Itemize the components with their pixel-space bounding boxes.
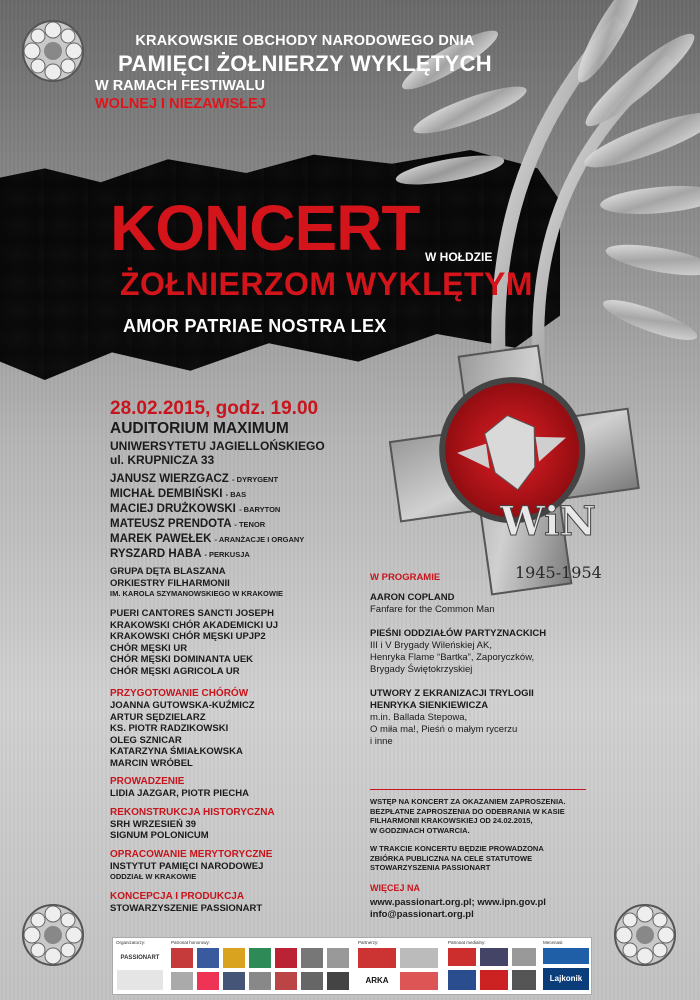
notice-line: W TRAKCIE KONCERTU BĘDZIE PROWADZONA xyxy=(370,844,544,853)
sponsor-logo xyxy=(223,972,245,990)
sponsor-logo xyxy=(223,948,245,968)
sponsor-logo xyxy=(400,972,438,990)
choir-prep-name: KATARZYNA ŚMIAŁKOWSKA xyxy=(110,746,243,757)
media-logo xyxy=(448,970,476,990)
event-venue-line-2: UNIWERSYTETU JAGIELLOŃSKIEGO xyxy=(110,439,325,453)
reenactment-heading: REKONSTRUKCJA HISTORYCZNA xyxy=(110,806,275,818)
sponsor-logo xyxy=(249,972,271,990)
lajkonik-logo: Lajkonik xyxy=(543,968,589,990)
sponsor-logo xyxy=(197,972,219,990)
program-heading: W PROGRAMIE xyxy=(370,572,441,583)
header-line-1: KRAKOWSKIE OBCHODY NARODOWEGO DNIA xyxy=(135,33,475,49)
sponsor-logo xyxy=(358,948,396,968)
program-item-line: Fanfare for the Common Man xyxy=(370,604,495,615)
media-logo xyxy=(512,948,536,966)
event-venue: AUDITORIUM MAXIMUM xyxy=(110,420,289,437)
ensemble-item: CHÓR MĘSKI AGRICOLA UR xyxy=(110,665,240,677)
ensembles-group-2 xyxy=(110,608,278,677)
sponsor-logo xyxy=(197,948,219,968)
performer-row: MATEUSZ PRENDOTA - TENOR xyxy=(110,518,266,530)
performers-list xyxy=(110,473,304,563)
performer-name: RYSZARD HABA xyxy=(110,548,202,560)
program-item-line: Brygady Świętokrzyskiej xyxy=(370,664,473,675)
rosette-ornament-top-left xyxy=(20,18,86,84)
substantive-heading: OPRACOWANIE MERYTORYCZNE xyxy=(110,848,273,860)
program-item-title: HENRYKA SIENKIEWICZA xyxy=(370,700,489,711)
notice-line: STOWARZYSZENIA PASSIONART xyxy=(370,863,491,872)
program-item-title: UTWORY Z EKRANIZACJI TRYLOGII xyxy=(370,688,534,699)
program-item-title: PIEŚNI ODDZIAŁÓW PARTYZNACKICH xyxy=(370,628,547,639)
dedication-label: W HOŁDZIE xyxy=(425,250,493,264)
choir-prep-heading: PRZYGOTOWANIE CHÓRÓW xyxy=(110,688,249,699)
choir-prep-name: JOANNA GUTOWSKA-KUŹMICZ xyxy=(110,700,255,711)
notice-line: BEZPŁATNE ZAPROSZENIA DO ODEBRANIA W KASIE xyxy=(370,806,565,816)
sponsors-label: Mecenasi: xyxy=(543,940,564,945)
event-date: 28.02.2015, godz. 19.00 xyxy=(110,398,319,419)
performer-name: JANUSZ WIERZGACZ xyxy=(110,473,229,485)
ensemble-item: PUERI CANTORES SANCTI JOSEPH xyxy=(110,608,274,619)
sponsor-logo xyxy=(327,972,349,990)
choir-prep-name: OLEG SZNICAR xyxy=(110,734,182,746)
ensemble-item: GRUPA DĘTA BLASZANA xyxy=(110,566,226,577)
sponsor-logo xyxy=(327,948,349,968)
substantive-org: INSTYTUT PAMIĘCI NARODOWEJ xyxy=(110,860,264,872)
hosts-heading: PROWADZENIE xyxy=(110,776,185,787)
partners-label: Partnerzy: xyxy=(358,940,379,945)
performer-row: RYSZARD HABA - PERKUSJA xyxy=(110,548,250,560)
admission-notice xyxy=(370,797,615,873)
sponsors-strip xyxy=(112,937,592,995)
event-address: ul. KRUPNICZA 33 xyxy=(110,453,215,467)
ensemble-item: KRAKOWSKI CHÓR MĘSKI UPJP2 xyxy=(110,631,266,642)
performer-row: MACIEJ DRUŻKOWSKI - BARYTON xyxy=(110,503,281,515)
substantive-branch: ODDZIAŁ W KRAKOWIE xyxy=(110,872,197,881)
header-line-3: W RAMACH FESTIWALU xyxy=(95,77,265,94)
arka-logo: ARKA xyxy=(358,972,396,990)
performer-role: DYRYGENT xyxy=(236,475,279,484)
performer-name: MICHAŁ DEMBIŃSKI xyxy=(110,488,223,500)
websites-link[interactable]: www.passionart.org.pl; www.ipn.gov.pl xyxy=(370,897,546,908)
emblem-years: 1945-1954 xyxy=(515,563,602,582)
sponsor-logo xyxy=(301,948,323,968)
program-item-line: i inne xyxy=(370,736,393,747)
performer-row: MICHAŁ DEMBIŃSKI - BAS xyxy=(110,488,247,500)
media-logo xyxy=(512,970,536,990)
program-item-line: Henryka Flame “Bartka”, Zaporyczków, xyxy=(370,652,535,663)
organizers-label: Organizatorzy: xyxy=(116,940,146,945)
production-org: STOWARZYSZENIE PASSIONART xyxy=(110,902,263,914)
media-logo xyxy=(480,948,508,966)
hosts-names: LIDIA JAZGAR, PIOTR PIECHA xyxy=(110,788,249,799)
motto: AMOR PATRIAE NOSTRA LEX xyxy=(123,316,387,336)
ensemble-item: ORKIESTRY FILHARMONII xyxy=(110,577,230,589)
performer-role: TENOR xyxy=(238,520,266,529)
rosette-ornament-bottom-right xyxy=(612,902,678,968)
sponsor-logo xyxy=(400,948,438,968)
program-item-line: III i V Brygady Wileńskiej AK, xyxy=(370,640,492,651)
credits-section xyxy=(110,688,360,914)
performer-role: BARYTON xyxy=(243,505,281,514)
program-item-line: m.in. Ballada Stepowa, xyxy=(370,712,468,723)
header-line-2: PAMIĘCI ŻOŁNIERZY WYKLĘTYCH xyxy=(118,50,492,76)
performer-role: PERKUSJA xyxy=(208,550,250,559)
media-label: Patronat medialny: xyxy=(448,940,486,945)
page-title: KONCERT xyxy=(110,192,420,264)
more-info xyxy=(370,883,546,921)
ensemble-item: IM. KAROLA SZYMANOWSKIEGO W KRAKOWIE xyxy=(110,589,284,598)
program-item-line: O miła ma!, Pieśń o małym rycerzu xyxy=(370,724,518,735)
performer-role: ARANŻACJE I ORGANY xyxy=(218,535,305,544)
ensemble-item: CHÓR MĘSKI UR xyxy=(110,642,188,654)
email-link[interactable]: info@passionart.org.pl xyxy=(370,909,474,920)
program-item-title: AARON COPLAND xyxy=(370,592,455,603)
ipn-logo xyxy=(117,970,163,990)
performer-name: MACIEJ DRUŻKOWSKI xyxy=(110,503,236,515)
program-section xyxy=(370,572,610,748)
performer-name: MAREK PAWEŁEK xyxy=(110,533,212,545)
reenactment-group: SIGNUM POLONICUM xyxy=(110,830,209,841)
sponsor-logo xyxy=(171,948,193,968)
sponsor-logo xyxy=(301,972,323,990)
header-line-4: WOLNEJ I NIEZAWISŁEJ xyxy=(95,96,266,112)
win-cross-emblem xyxy=(380,340,650,600)
more-info-heading: WIĘCEJ NA xyxy=(370,883,421,893)
choir-prep-name: MARCIN WRÓBEL xyxy=(110,757,193,769)
reenactment-group: SRH WRZESIEŃ 39 xyxy=(110,818,197,830)
sponsor-logo xyxy=(275,948,297,968)
sponsor-logo xyxy=(171,972,193,990)
notice-line: WSTĘP NA KONCERT ZA OKAZANIEM ZAPROSZENIA. xyxy=(370,797,566,806)
sponsor-logo xyxy=(275,972,297,990)
notice-line: FILHARMONII KRAKOWSKIEJ OD 24.02.2015, xyxy=(370,816,533,825)
passionart-logo: PASSIONART xyxy=(117,950,163,966)
ensembles-group-1 xyxy=(110,566,283,601)
performer-row: MAREK PAWEŁEK - ARANŻACJE I ORGANY xyxy=(110,533,305,545)
media-logo xyxy=(480,970,508,990)
media-logo xyxy=(448,948,476,966)
divider xyxy=(370,789,586,790)
choir-prep-name: ARTUR SĘDZIELARZ xyxy=(110,711,206,723)
honorary-label: Patronat honorowy: xyxy=(171,940,211,945)
notice-line: W GODZINACH OTWARCIA. xyxy=(370,825,470,835)
sponsor-logo xyxy=(543,948,589,964)
performer-row: JANUSZ WIERZGACZ - DYRYGENT xyxy=(110,473,279,485)
emblem-letters: WiN xyxy=(500,498,596,545)
production-heading: KONCEPCJA I PRODUKCJA xyxy=(110,890,245,902)
performer-name: MATEUSZ PRENDOTA xyxy=(110,518,232,530)
notice-line: ZBIÓRKA PUBLICZNA NA CELE STATUTOWE xyxy=(370,853,533,863)
choir-prep-name: KS. PIOTR RADZIKOWSKI xyxy=(110,723,229,734)
ensemble-item: KRAKOWSKI CHÓR AKADEMICKI UJ xyxy=(110,619,279,631)
header-block xyxy=(95,34,515,112)
sponsor-logo xyxy=(249,948,271,968)
ensemble-item: CHÓR MĘSKI DOMINANTA UEK xyxy=(110,654,254,665)
performer-role: BAS xyxy=(230,490,247,499)
page-subtitle: ŻOŁNIERZOM WYKLĘTYM xyxy=(120,266,534,302)
rosette-ornament-bottom-left xyxy=(20,902,86,968)
